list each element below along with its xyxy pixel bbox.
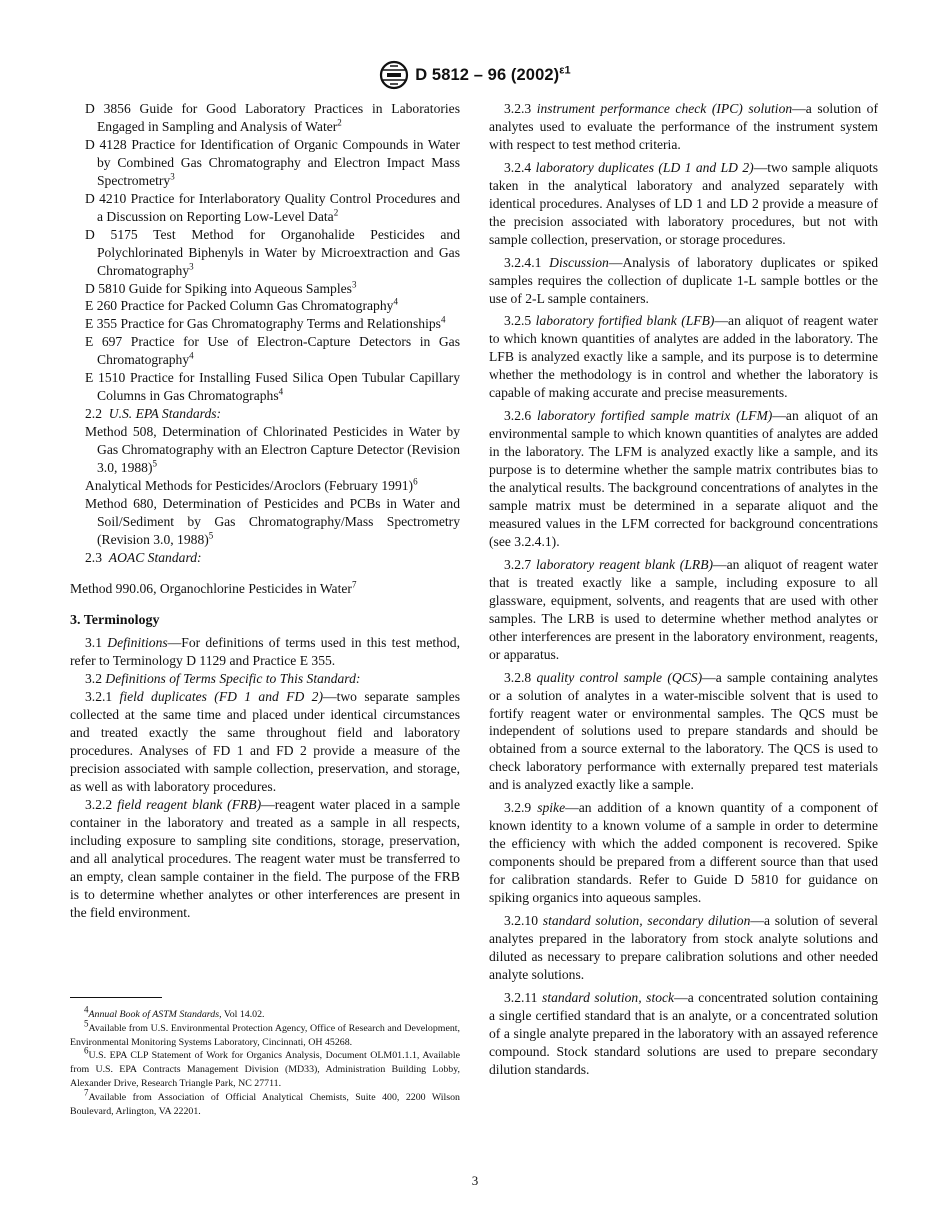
- reference-text: E 355 Practice for Gas Chromatography Terms and Relationships: [85, 316, 441, 332]
- reference-item: [70, 136, 460, 190]
- page-header: [0, 60, 950, 95]
- reference-text: D 4210 Practice for Interlaboratory Quality Control Procedures and a Discussion on Reporting Low-Level Data: [85, 190, 460, 224]
- footnote-item: [70, 1046, 460, 1090]
- paragraph-3-2-7: 3.2.7 laboratory reagent blank (LRB)—an aliquot of reagent water that is treated exactly like a sample, including exposure to all glassware, equipment, solvents, and reagents that are used with other samples. The LRB is used to determine whether method analytes or other interferences are present in the laboratory environment, reagents, or apparatus.: [489, 556, 878, 662]
- right-column: [489, 100, 878, 1079]
- footnote-italic-text: Annual Book of ASTM Standards,: [88, 1009, 222, 1020]
- reference-item: [70, 190, 460, 226]
- footnote-text: U.S. EPA CLP Statement of Work for Organics Analysis, Document OLM01.1.1, Available from U.S. EPA Contracts Management Division (MD33), Administration Building Lobby, Alexander Drive, Research Triangle Park, NC 27711.: [70, 1050, 460, 1089]
- footnote-list: [70, 1004, 460, 1118]
- footnote-marker: 4: [440, 314, 446, 325]
- reference-text: D 5175 Test Method for Organohalide Pesticides and Polychlorinated Biphenyls in Water by Microextraction and Gas Chromatography: [85, 226, 460, 278]
- footnote-number: 4: [84, 1004, 89, 1015]
- reference-item: [70, 495, 460, 549]
- paragraph-3-2-10: 3.2.10 standard solution, secondary dilution—a solution of several analytes prepared in the laboratory from stock analyte solutions and diluted as necessary to prepare calibration solutions and other needed analyte solutions.: [489, 912, 878, 982]
- reference-text: E 1510 Practice for Installing Fused Silica Open Tubular Capillary Columns in Gas Chromatographs: [85, 370, 460, 404]
- footnote-marker: 6: [413, 476, 418, 487]
- footnote-divider: [70, 997, 162, 998]
- footnote-item: [70, 1087, 460, 1119]
- paragraph-3-2-11: 3.2.11 standard solution, stock—a concentrated solution containing a single certified standard that is an analyte, or a concentrated solution of a single analyte prepared in the laboratory with an assayed reference compound. Stock standard solutions are used to prepare secondary dilution standards.: [489, 989, 878, 1077]
- reference-text: Method 680, Determination of Pesticides and PCBs in Water and Soil/Sediment by Gas Chromatography/Mass Spectrometry (Revision 3.0, 1988): [85, 495, 460, 547]
- reference-item: [70, 297, 460, 315]
- reference-text: D 4128 Practice for Identification of Organic Compounds in Water by Combined Gas Chromatography and Electron Impact Mass Spectrometry: [85, 136, 460, 188]
- footnote-marker: 5: [208, 530, 214, 541]
- paragraph-3-2-3: 3.2.3 instrument performance check (IPC) solution—a solution of analytes used to evaluate the performance of the instrument system with respect to test method criteria.: [489, 101, 878, 152]
- epa-standards-heading: 2.2 U.S. EPA Standards:: [85, 406, 222, 422]
- paragraph-3-2-4: 3.2.4 laboratory duplicates (LD 1 and LD 2)—two sample aliquots taken in the analytical laboratory and analyzed separately with identical procedures. Analyses of LD 1 and LD 2 provide a measure of the precision associated with laboratory procedures, but not with sample collection, preservation, or storage procedures.: [489, 159, 878, 247]
- reference-item: [70, 477, 460, 495]
- reference-item: [70, 280, 460, 298]
- footnote-number: 7: [84, 1087, 89, 1098]
- reference-item: [70, 100, 460, 136]
- footnote-marker: 4: [278, 386, 284, 397]
- footnote-marker: 2: [333, 207, 339, 218]
- footnote-text: Available from Association of Official Analytical Chemists, Suite 400, 2200 Wilson Boulevard, Arlington, VA 22201.: [70, 1091, 460, 1117]
- footnote-number: 5: [84, 1018, 89, 1029]
- paragraph-3-2-2: 3.2.2 field reagent blank (FRB)—reagent water placed in a sample container in the laboratory and treated as a sample in all respects, including exposure to sampling site conditions, storage, preservation, and all analytical procedures. The reagent water must be transferred to an empty, clean sample container in the field. The purpose of the FRB is to determine whether analytes or other interferences are present in the field environment.: [70, 796, 460, 920]
- astm-reference-list: [70, 100, 460, 405]
- paragraph-3-2-5: 3.2.5 laboratory fortified blank (LFB)—an aliquot of reagent water to which known quantities of analytes are added in the laboratory. The LFB is analyzed exactly like a sample, and its purpose is to determine whether the methodology is in control and whether the laboratory is capable of making accurate and precise measurements.: [489, 313, 878, 401]
- reference-text: Analytical Methods for Pesticides/Aroclors (February 1991): [85, 478, 414, 494]
- paragraph-3-2-8: 3.2.8 quality control sample (QCS)—a sample containing analytes or a solution of analytes in a water-miscible solvent that is used to fortify reagent water or environmental samples. The QCS must be independent of solutions used to prepare standards and should be obtained from a source external to the laboratory. The QCS is used to check laboratory performance with externally prepared test materials and is analyzed exactly like a sample.: [489, 669, 879, 793]
- reference-text: D 3856 Guide for Good Laboratory Practices in Laboratories Engaged in Sampling and Analysis of Water: [85, 101, 460, 134]
- section-heading-terminology: 3. Terminology: [70, 613, 160, 629]
- footnotes: [70, 997, 460, 1118]
- footnote-item: [70, 1018, 460, 1050]
- footnote-marker: 3: [189, 261, 194, 272]
- reference-item: [70, 315, 460, 333]
- astm-logo-icon: [379, 60, 409, 90]
- paragraph-3-2-1: 3.2.1 field duplicates (FD 1 and FD 2)—two separate samples collected at the same time and placed under identical circumstances and treated exactly the same throughout field and laboratory procedures. Analyses of FD 1 and FD 2 provide a measure of the precision associated with sample collection, preservation, and storage, as well as with laboratory procedures.: [70, 689, 460, 794]
- paragraph-3-2-6: 3.2.6 laboratory fortified sample matrix (LFM)—an aliquot of an environmental sample to which known quantities of analytes are added in the laboratory. The LFM is analyzed exactly like a sample, and its purpose is to determine whether the sample matrix contributes bias to the analytical results. The background concentrations of analytes in the sample matrix must be determined in a separate aliquot and the measured values in the LFM corrected for background concentrations (see 3.2.4.1).: [489, 408, 879, 549]
- aoac-reference: Method 990.06, Organochlorine Pesticides in Water$^7$: [70, 579, 357, 597]
- footnote-marker: 5: [152, 458, 158, 469]
- footnote-marker: 3: [351, 279, 357, 289]
- footnote-text: Available from U.S. Environmental Protection Agency, Office of Research and Development, Environmental Monitoring Systems Laboratory, Cincinnati, OH 45268.: [70, 1022, 460, 1048]
- reference-item: [70, 226, 460, 280]
- footnote-marker: 4: [189, 350, 194, 361]
- footnote-marker: 4: [393, 296, 398, 307]
- reference-item: [70, 333, 460, 369]
- aoac-standard-heading: 2.3 AOAC Standard:: [85, 549, 202, 565]
- footnote-marker: 2: [337, 117, 342, 128]
- paragraph-3-1: 3.1 Definitions—For definitions of terms used in this test method, refer to Terminology D 1129 and Practice E 355.: [70, 635, 460, 669]
- epa-reference-list: [70, 423, 460, 549]
- left-column: [70, 100, 460, 922]
- footnote-number: 6: [84, 1046, 89, 1057]
- reference-text: E 260 Practice for Packed Column Gas Chromatography: [85, 298, 394, 314]
- document-designation: D 5812 – 96 $(2002)^{\varepsilon 1}$: [415, 64, 571, 84]
- reference-text: E 697 Practice for Use of Electron-Capture Detectors in Gas Chromatography: [85, 334, 460, 368]
- paragraph-3-2-9: 3.2.9 spike—an addition of a known quantity of a component of known identity to a known volume of a sample in order to determine the efficiency with which the added component is recovered. Spike components should be prepared from a different source than that used for calibration standards. Refer to Guide D 5810 for guidance on spiking organics into aqueous samples.: [489, 800, 878, 906]
- reference-item: [70, 423, 460, 477]
- footnote-marker: 3: [170, 171, 175, 182]
- paragraph-3-2-4-1: 3.2.4.1 Discussion—Analysis of laboratory duplicates or spiked samples requires the collection of duplicate 1-L sample bottles or the use of 2-L sample containers.: [489, 254, 878, 306]
- paragraph-3-2: 3.2 Definitions of Terms Specific to This Standard:: [85, 671, 361, 687]
- footnote-text: Vol 14.02.: [221, 1009, 265, 1020]
- footnote-item: [70, 1004, 460, 1022]
- reference-text: Method 508, Determination of Chlorinated Pesticides in Water by Gas Chromatography with an Electron Capture Detector (Revision 3.0, 1988): [85, 424, 460, 476]
- reference-item: [70, 369, 460, 405]
- reference-text: D 5810 Guide for Spiking into Aqueous Samples: [85, 280, 352, 296]
- page-number: 3: [471, 1173, 479, 1188]
